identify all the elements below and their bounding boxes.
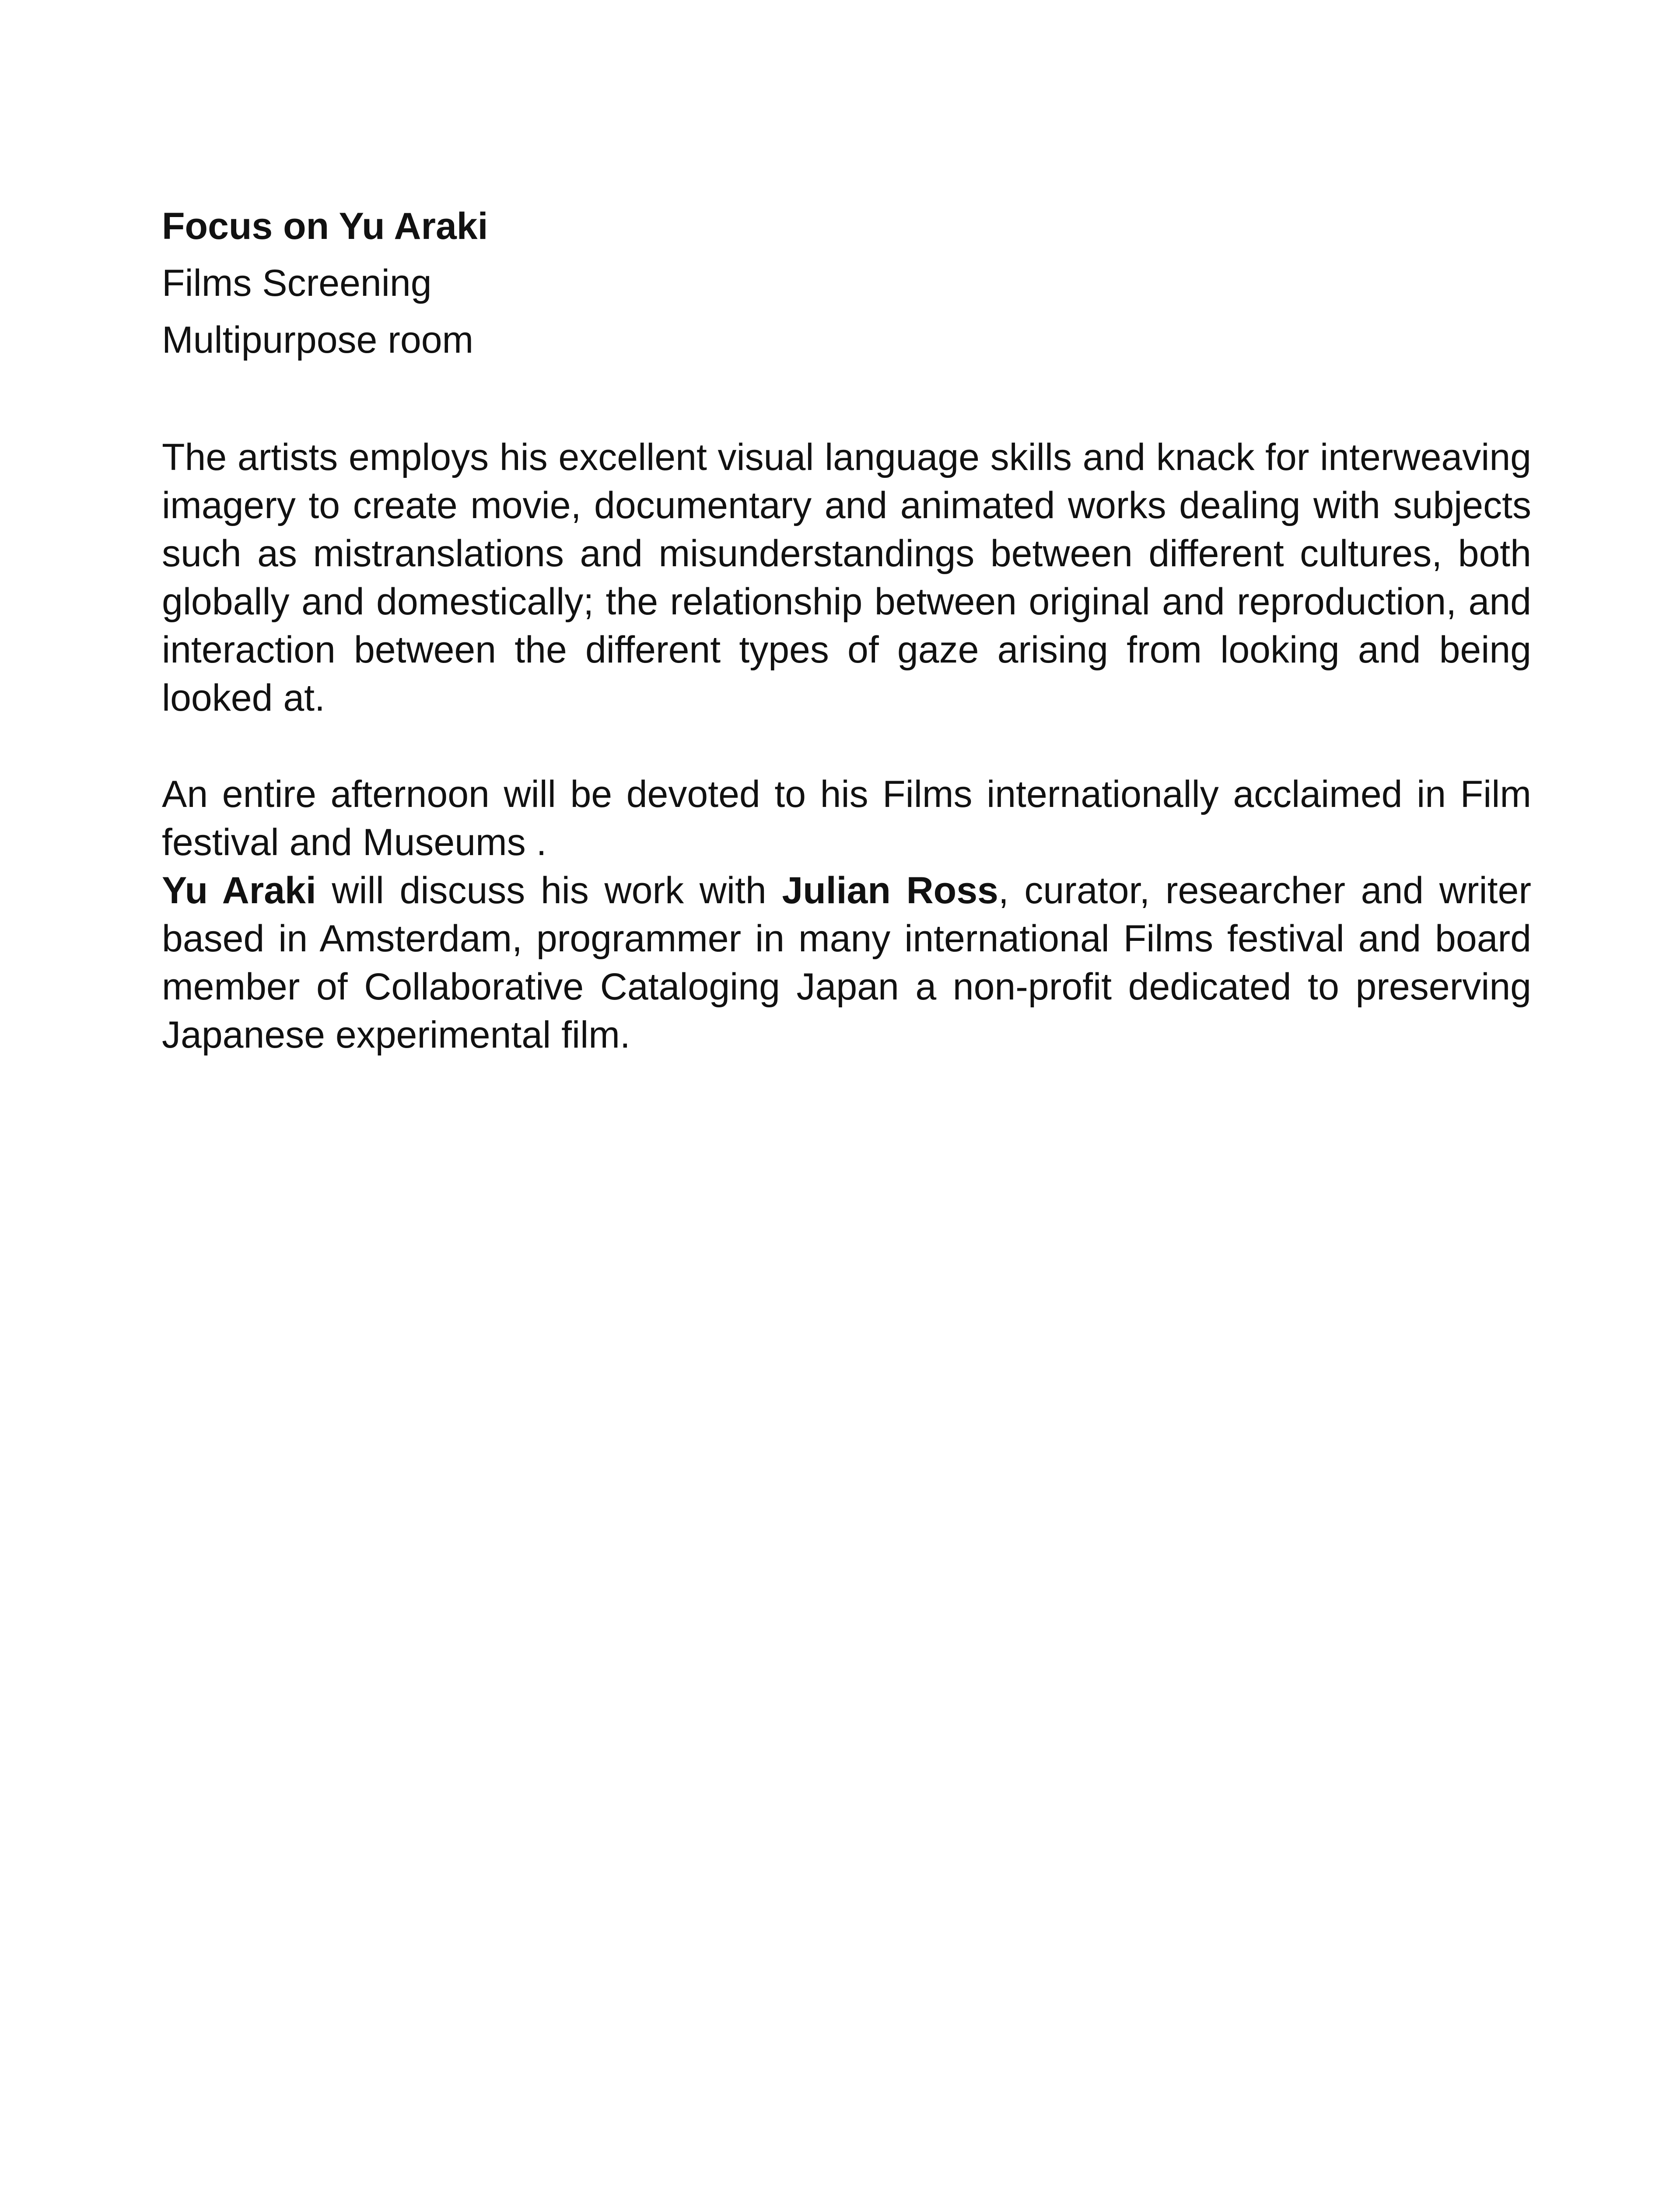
artist-name: Yu Araki (162, 870, 316, 912)
event-description (162, 433, 1531, 1059)
description-paragraph-2: An entire afternoon will be devoted to his Films internationally acclaimed in Film festival and Museums . (162, 773, 1531, 863)
event-title: Focus on Yu Araki (162, 205, 488, 247)
description-paragraph-3 (162, 866, 1531, 1059)
paragraph-3-text-a: will discuss his work with (316, 870, 782, 912)
guest-name: Julian Ross (782, 870, 998, 912)
event-location: Multipurpose room (162, 319, 474, 361)
event-type: Films Screening (162, 262, 432, 304)
description-paragraph-1: The artists employs his excellent visual language skills and knack for interweaving imagery to create movie, documentary and animated works dealing with subjects such as mistranslations and misunderstandings between different cultures, both globally and domestically; the relationship between original and reproduction, and interaction between the different types of gaze arising from looking and being looked at. (162, 436, 1531, 719)
event-header (162, 198, 1531, 368)
paragraph-3-text-b: , curator, researcher and writer based in Amsterdam, programmer in many international Films festival and board member of Collaborative Cataloging Japan a non-profit dedicated to preserving Japanese experimental film. (162, 870, 1531, 1056)
paragraph-spacer (162, 722, 1531, 770)
